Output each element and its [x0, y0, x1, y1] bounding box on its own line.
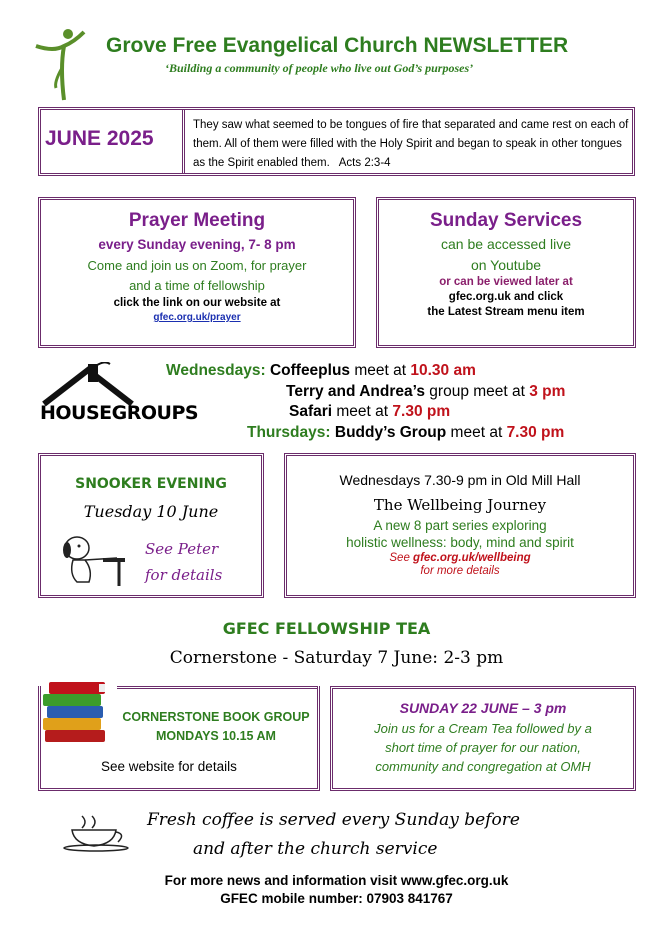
housegroup-row-2 [286, 383, 565, 401]
footer-line1: For more news and information visit www.gfec.org.uk [164, 873, 509, 888]
group-name: Safari [289, 403, 333, 420]
snooker-title: SNOOKER EVENING [75, 476, 227, 492]
coffee-cup-icon [62, 812, 142, 852]
newsletter-tagline: ‘Building a community of people who live out God’s purposes’ [165, 61, 474, 75]
see-text: See [389, 552, 414, 564]
cream-tea-line3: community and congregation at OMH [375, 759, 591, 774]
verse-text: They saw what seemed to be tongues of fire that separated and came rest on each of them. All of them were filled with the Holy Spirit and began to speak in other tongues as the Spirit enabled them. [193, 119, 629, 169]
group-time: 7.30 pm [506, 424, 565, 441]
cream-tea-date: SUNDAY 22 JUNE – 3 pm [399, 700, 567, 716]
month-banner [38, 107, 635, 176]
wellbeing-box [284, 453, 636, 598]
snoopy-snooker-icon [59, 530, 129, 590]
group-meet: group meet at [424, 383, 530, 400]
prayer-link[interactable]: gfec.org.uk/prayer [153, 312, 241, 323]
prayer-line3: click the link on our website at [113, 297, 281, 309]
thursdays-label: Thursdays: [247, 424, 331, 441]
house-roof-icon [40, 362, 140, 407]
bible-verse [193, 116, 629, 173]
services-line3: or can be viewed later at [439, 276, 573, 288]
verse-reference: Acts 2:3-4 [338, 157, 391, 169]
newsletter-title: Grove Free Evangelical Church NEWSLETTER [106, 34, 569, 57]
wednesdays-label: Wednesdays: [166, 362, 266, 379]
cream-tea-line2: short time of prayer for our nation, [385, 740, 581, 755]
book-group-box [38, 686, 320, 791]
prayer-meeting-box [38, 197, 356, 348]
book-group-when: MONDAYS 10.15 AM [156, 729, 276, 743]
housegroup-row-1 [166, 362, 476, 380]
cream-tea-box [330, 686, 636, 791]
wellbeing-when: Wednesdays 7.30-9 pm in Old Mill Hall [339, 472, 581, 488]
group-name: Terry and Andrea’s [286, 383, 425, 400]
wellbeing-desc2: holistic wellness: body, mind and spirit [346, 535, 574, 550]
snooker-contact-1: See Peter [145, 540, 219, 558]
wellbeing-more: for more details [420, 565, 500, 577]
month-label: JUNE 2025 [45, 127, 154, 150]
cream-tea-line1: Join us for a Cream Tea followed by a [374, 721, 592, 736]
services-line1: can be accessed live [441, 236, 571, 252]
book-group-title: CORNERSTONE BOOK GROUP [122, 710, 310, 724]
snooker-box [38, 453, 264, 598]
services-line5: the Latest Stream menu item [427, 306, 585, 318]
housegroup-row-3 [289, 403, 450, 421]
group-meet: meet at [350, 362, 411, 379]
wellbeing-title: The Wellbeing Journey [373, 496, 547, 514]
footer-line2: GFEC mobile number: 07903 841767 [220, 891, 453, 906]
services-title: Sunday Services [429, 210, 583, 231]
snooker-date: Tuesday 10 June [83, 502, 219, 521]
wellbeing-link[interactable]: gfec.org.uk/wellbeing [413, 552, 531, 564]
prayer-line1: Come and join us on Zoom, for prayer [87, 258, 307, 273]
services-line4: gfec.org.uk and click [448, 291, 564, 303]
housegroup-row-4 [247, 424, 564, 442]
church-logo-icon [30, 24, 90, 104]
group-time: 7.30 pm [392, 403, 451, 420]
book-group-note: See website for details [101, 759, 237, 774]
group-name: Coffeeplus [269, 362, 351, 379]
sunday-services-box [376, 197, 636, 348]
wellbeing-desc1: A new 8 part series exploring [373, 518, 547, 533]
housegroups-logo: HOUSEGROUPS [40, 402, 199, 424]
snooker-contact-2: for details [145, 566, 223, 584]
coffee-line2: and after the church service [193, 839, 438, 859]
prayer-line2: and a time of fellowship [129, 278, 265, 293]
group-time: 3 pm [529, 383, 566, 400]
group-meet: meet at [446, 424, 507, 441]
group-meet: meet at [332, 403, 393, 420]
coffee-line1: Fresh coffee is served every Sunday before [147, 810, 520, 830]
books-icon [41, 680, 115, 752]
group-name: Buddy’s Group [334, 424, 447, 441]
prayer-when: every Sunday evening, 7- 8 pm [98, 237, 296, 252]
tea-title: GFEC FELLOWSHIP TEA [222, 619, 431, 638]
group-time: 10.30 am [410, 362, 476, 379]
prayer-title: Prayer Meeting [128, 210, 266, 231]
wellbeing-see [287, 552, 633, 564]
tea-when: Cornerstone - Saturday 7 June: 2-3 pm [169, 648, 504, 668]
services-line2: on Youtube [470, 257, 542, 273]
